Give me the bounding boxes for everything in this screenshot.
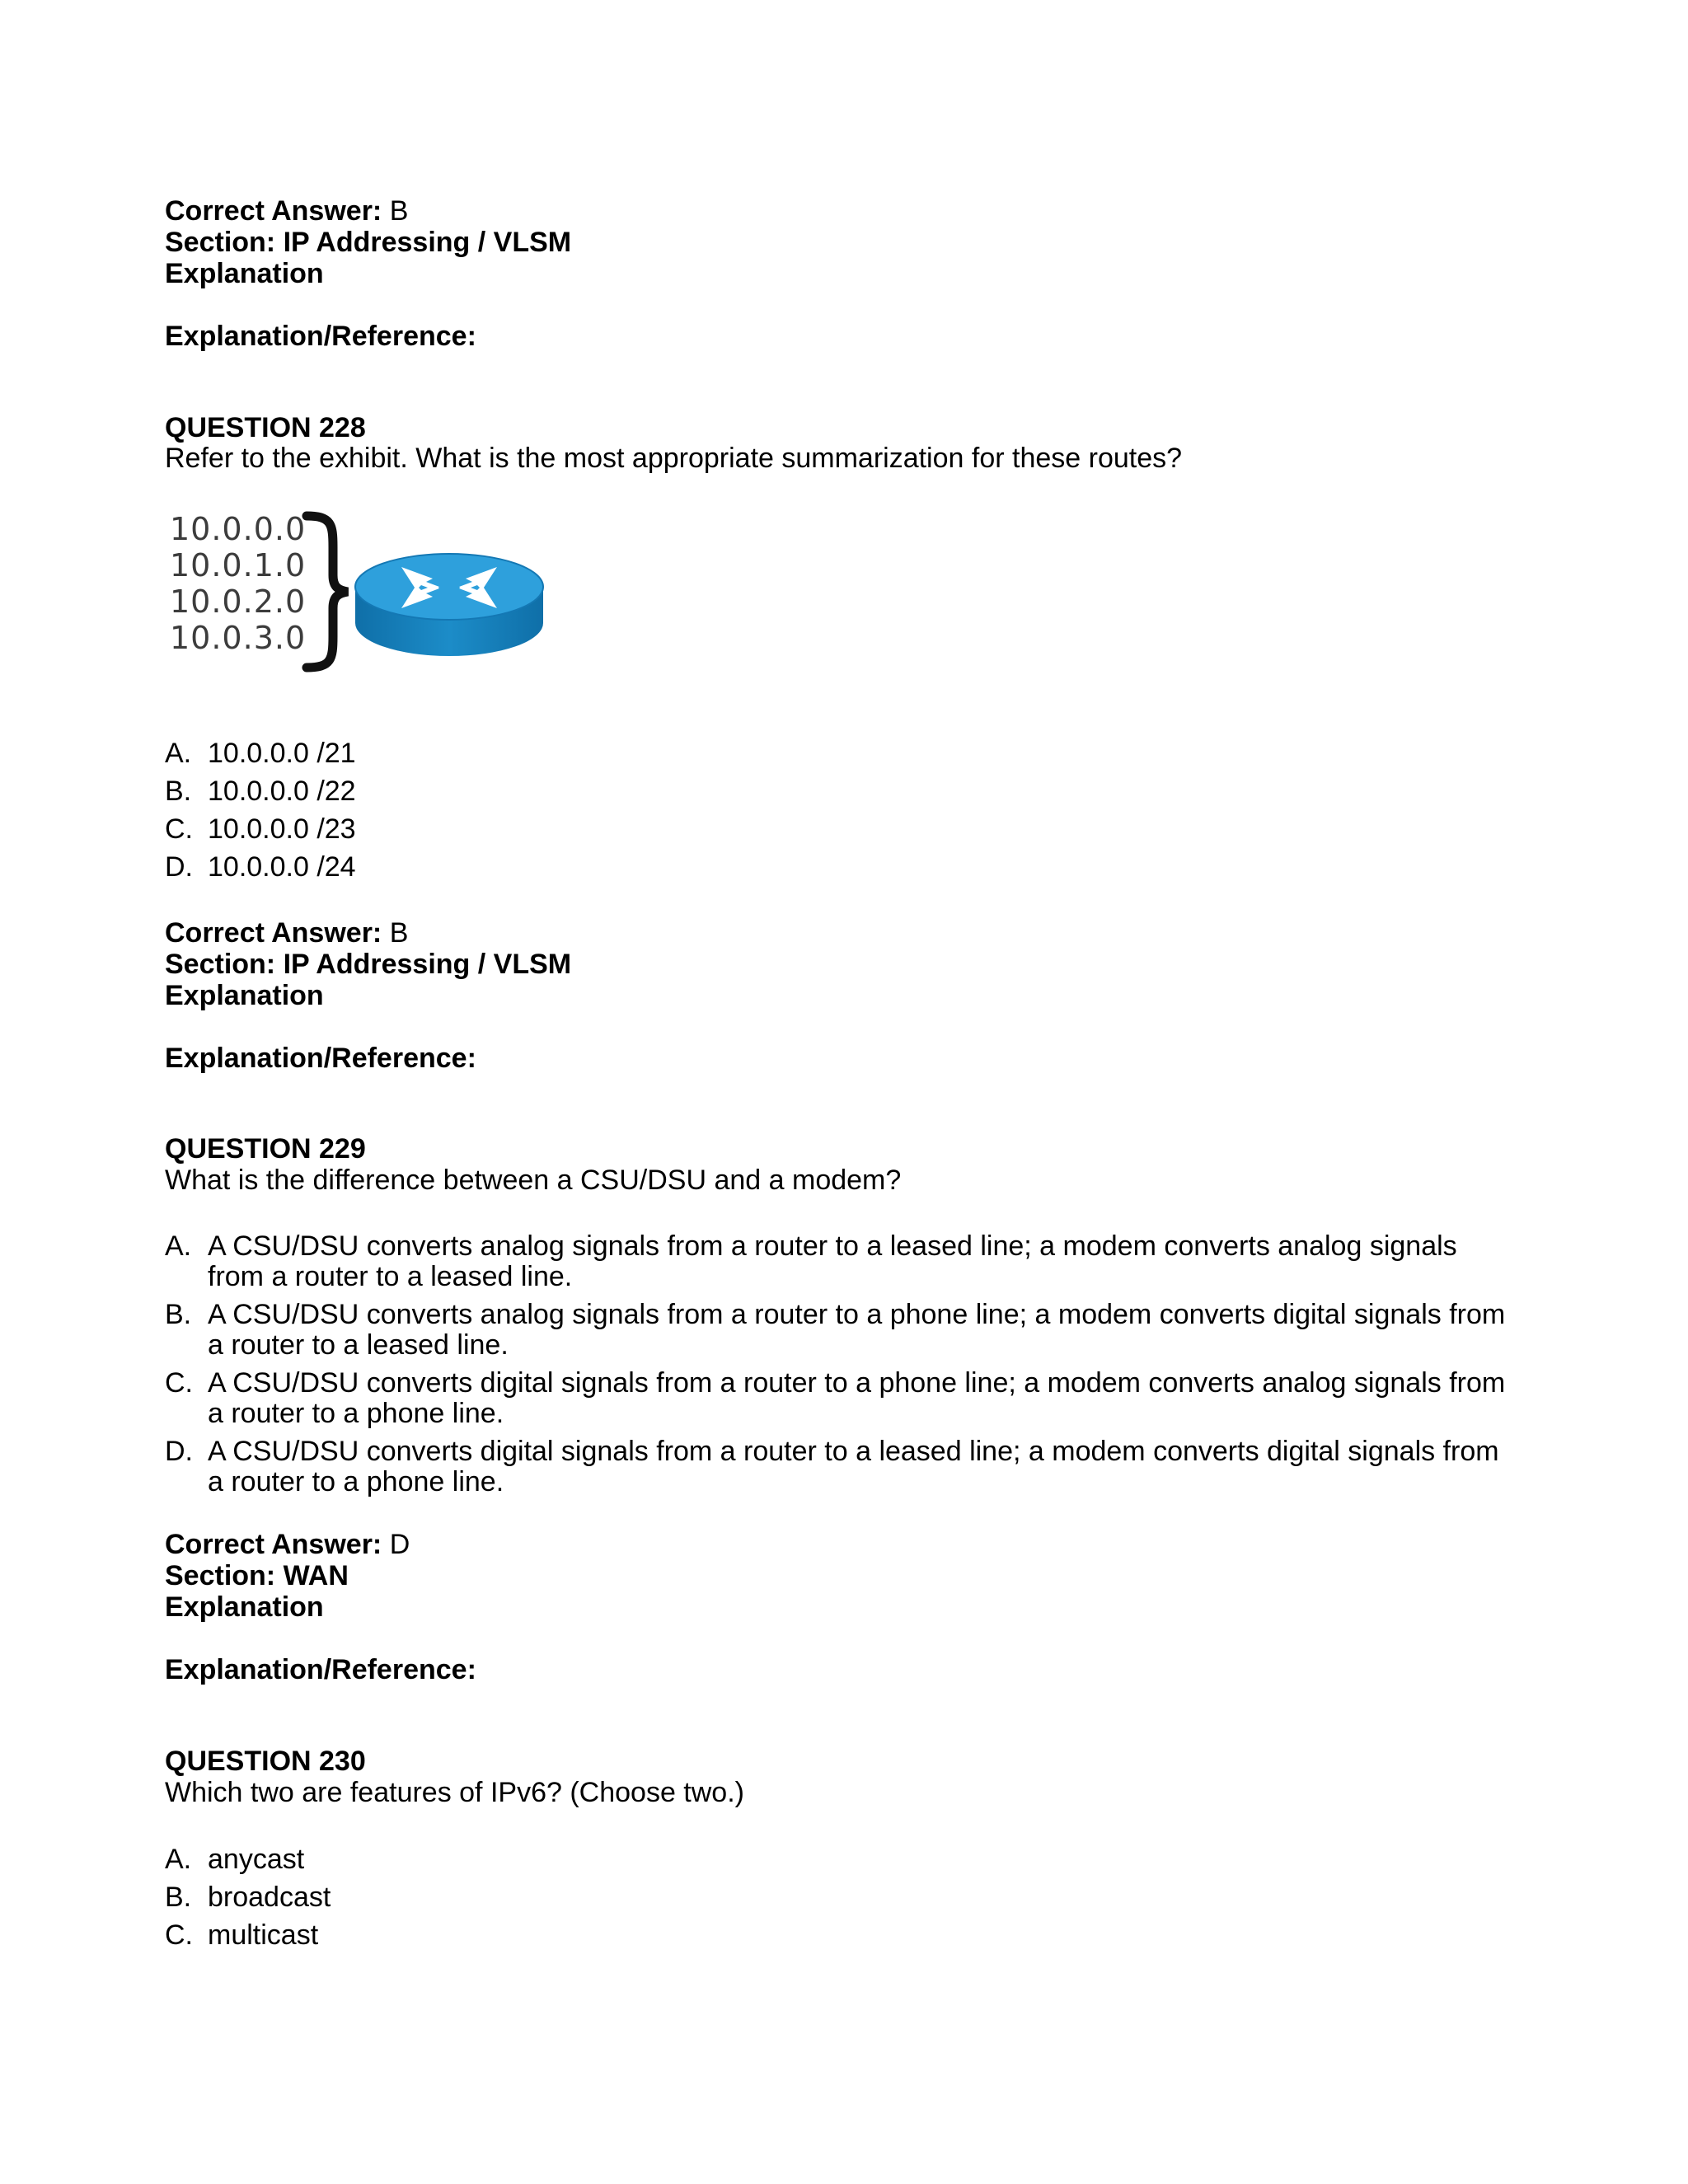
option-text: 10.0.0.0 /21 [208,738,356,769]
curly-brace-icon [297,504,354,679]
option-text: multicast [208,1919,319,1951]
correct-answer-line [165,916,408,949]
correct-answer-line [165,1528,410,1561]
option-text: A CSU/DSU converts analog signals from a router to a phone line; a modem converts digital signals from a router to a leased line. [208,1299,1506,1361]
question-prompt: Refer to the exhibit. What is the most appropriate summarization for these routes? [165,443,1183,474]
option-letter: C. [165,813,193,845]
option-text: 10.0.0.0 /24 [208,851,356,883]
answer-option [165,1231,1517,1292]
explanation-reference-heading: Explanation/Reference: [165,1043,476,1074]
explanation-heading: Explanation [165,258,324,289]
option-letter: A. [165,1844,192,1875]
explanation-heading: Explanation [165,980,324,1011]
question-prompt: What is the difference between a CSU/DSU and a modem? [165,1165,902,1196]
correct-answer-label: Correct Answer: [165,917,382,949]
answer-option [165,1844,1517,1875]
option-letter: B. [165,1299,192,1330]
option-text: 10.0.0.0 /23 [208,813,356,845]
correct-answer-value: D [389,1529,410,1560]
exhibit-image [165,504,552,679]
option-text: broadcast [208,1882,331,1913]
option-letter: B. [165,1882,192,1913]
question-title: QUESTION 228 [165,412,366,443]
answer-option [165,852,1517,883]
question-title: QUESTION 229 [165,1133,366,1165]
option-letter: D. [165,1436,193,1467]
option-letter: A. [165,1230,192,1262]
explanation-reference-heading: Explanation/Reference: [165,1654,476,1685]
route-list [170,511,306,656]
answer-option [165,738,1517,769]
option-text: A CSU/DSU converts analog signals from a router to a leased line; a modem converts analog signals from a router to a leased line. [208,1230,1457,1292]
answer-option [165,776,1517,807]
option-text: 10.0.0.0 /22 [208,776,356,807]
answer-option [165,1920,1517,1951]
question-prompt: Which two are features of IPv6? (Choose two.) [165,1777,744,1808]
answer-option [165,1300,1517,1361]
explanation-reference-heading: Explanation/Reference: [165,321,476,352]
correct-answer-label: Correct Answer: [165,1529,382,1560]
route-item: 10.0.0.0 [170,511,307,547]
section-label: Section: IP Addressing / VLSM [165,227,572,258]
correct-answer-value: B [389,195,409,227]
option-letter: B. [165,776,192,807]
option-letter: A. [165,738,192,769]
correct-answer-line [165,194,408,227]
option-text: A CSU/DSU converts digital signals from a router to a leased line; a modem converts digital signals from a router to a phone line. [208,1436,1499,1497]
answer-option [165,814,1517,845]
section-label: Section: WAN [165,1560,349,1591]
router-icon [350,547,548,663]
answer-option [165,1882,1517,1913]
correct-answer-value: B [389,917,409,949]
explanation-heading: Explanation [165,1591,324,1623]
correct-answer-label: Correct Answer: [165,195,382,227]
route-item: 10.0.2.0 [170,583,307,620]
question-title: QUESTION 230 [165,1746,366,1777]
section-label: Section: IP Addressing / VLSM [165,949,572,980]
option-letter: C. [165,1367,193,1399]
answer-option [165,1436,1517,1497]
route-item: 10.0.3.0 [170,620,307,656]
answer-option [165,1368,1517,1429]
option-letter: C. [165,1919,193,1951]
option-text: A CSU/DSU converts digital signals from a router to a phone line; a modem converts analog signals from a router to a phone line. [208,1367,1506,1429]
option-letter: D. [165,851,193,883]
route-item: 10.0.1.0 [170,547,307,583]
option-text: anycast [208,1844,305,1875]
